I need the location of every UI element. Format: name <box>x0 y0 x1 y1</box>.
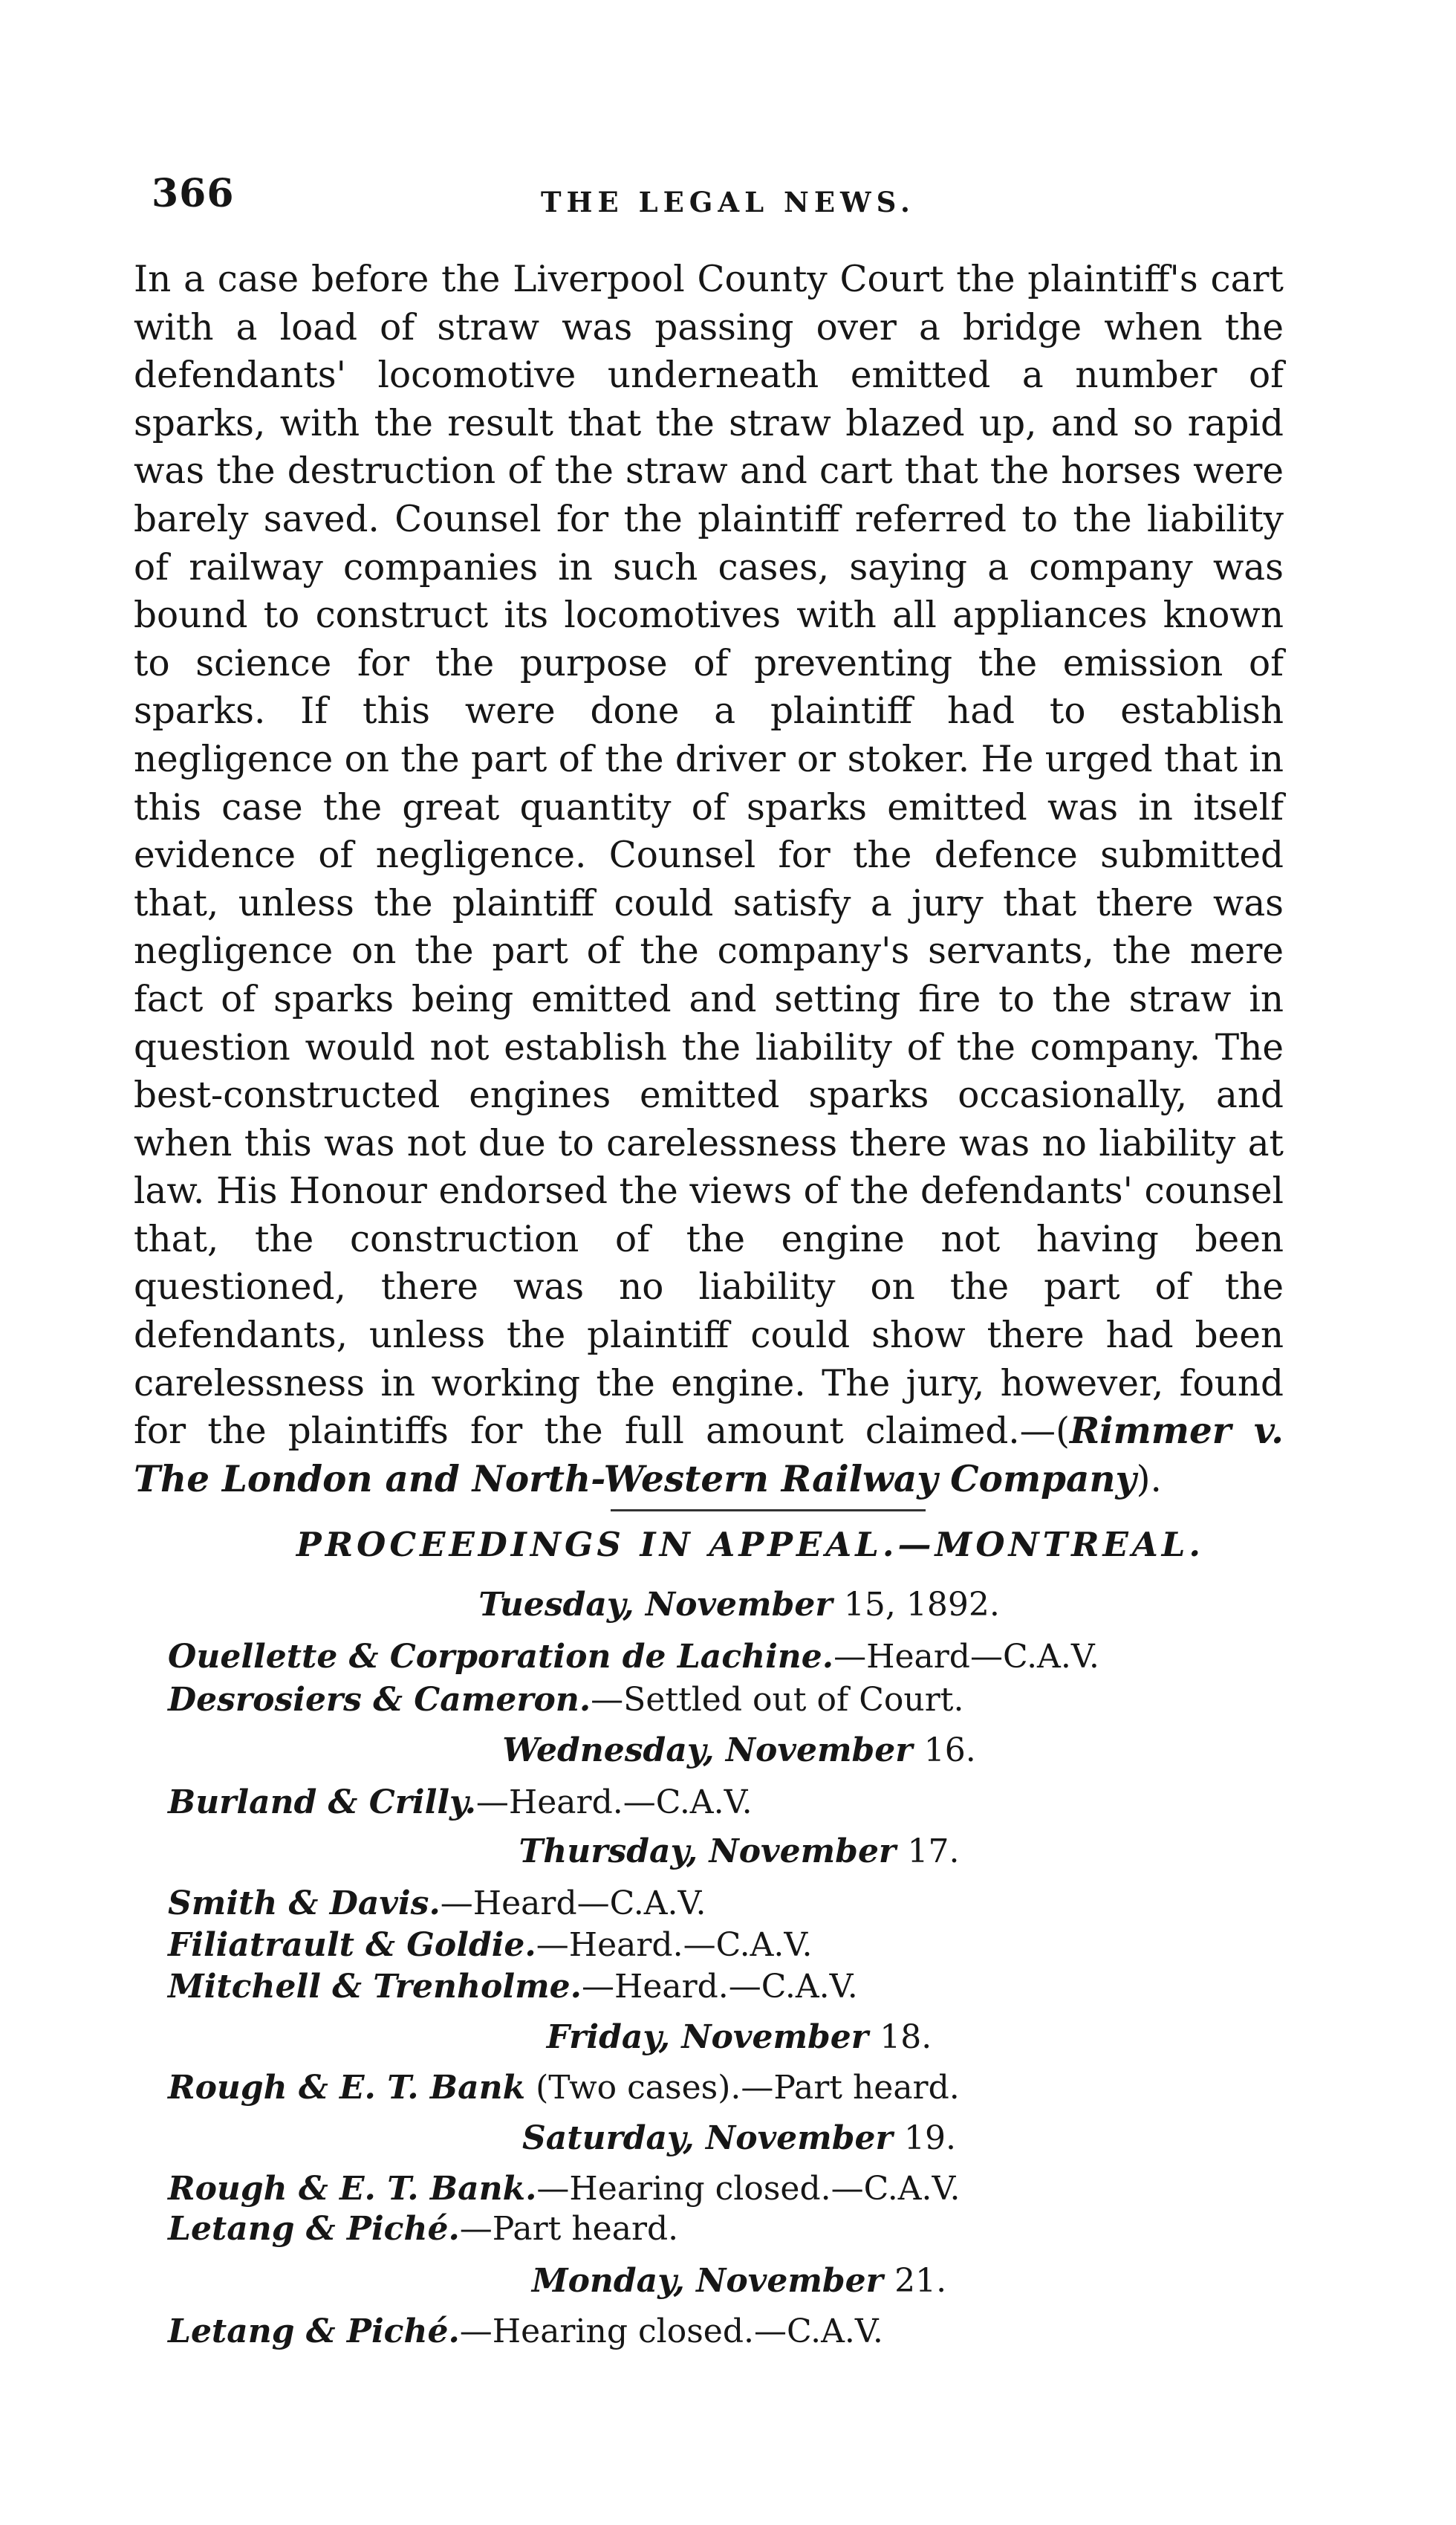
date-heading <box>0 2015 1456 2060</box>
article-end: ). <box>1136 1458 1162 1500</box>
case-entry <box>168 1678 963 1722</box>
case-result: —Hearing closed.—C.A.V. <box>459 2312 883 2350</box>
article-body: In a case before the Liverpool County Court the plaintiff's cart with a load of straw was passing over a bridge when the defendants' locomotive underneath emitted a number of sparks, with the result that the straw blazed up, and so rapid was the destruction of the straw and cart that the horses were barely saved. Counsel for the plaintiff referred to the liability of railway companies in such cases, saying a company was bound to construct its locomotives with all appliances known to science for the purpose of preventing the emission of sparks. If this were done a plaintiff had to establish negligence on the part of the driver or stoker. He urged that in this case the great quantity of sparks emitted was in itself evidence of negligence. Counsel for the defence submitted that, unless the plaintiff could satisfy a jury that there was negligence on the part of the company's servants, the mere fact of sparks being emitted and setting fire to the straw in question would not establish the liability of the company. The best-constructed engines emitted sparks occasionally, and when this was not due to carelessness there was no liability at law. His Honour endorsed the views of the defendants' counsel that, the construction of the engine not having been questioned, there was no liability on the part of the defendants, unless the plaintiff could show there had been carelessness in working the engine. The jury, however, found for the plaintiffs for the full amount claimed.—( <box>134 259 1284 1453</box>
date-day: Thursday, November <box>519 1832 897 1870</box>
case-name: Smith & Davis. <box>168 1884 441 1922</box>
date-heading <box>0 2259 1456 2304</box>
date-heading <box>0 1728 1456 1773</box>
journal-title: THE LEGAL NEWS. <box>541 186 915 218</box>
date-day: Saturday, November <box>522 2119 893 2157</box>
date-number: 17. <box>907 1832 960 1870</box>
case-name: Desrosiers & Cameron. <box>168 1681 591 1719</box>
running-head <box>0 171 1456 230</box>
case-name: Mitchell & Trenholme. <box>168 1968 582 2006</box>
case-name: Ouellette & Corporation de Lachine. <box>168 1638 834 1676</box>
date-number: 15, 1892. <box>843 1586 1000 1624</box>
date-number: 16. <box>923 1731 976 1769</box>
case-name: Filiatrault & Goldie. <box>168 1926 536 1964</box>
case-entry <box>168 1780 753 1825</box>
date-day: Wednesday, November <box>502 1731 913 1769</box>
case-entry <box>168 2310 883 2354</box>
date-day: Tuesday, November <box>478 1586 833 1624</box>
case-result: —Heard.—C.A.V. <box>536 1926 813 1964</box>
section-divider <box>611 1509 926 1511</box>
article-paragraph <box>134 256 1284 1503</box>
case-entry <box>168 2167 961 2211</box>
date-number: 19. <box>904 2119 956 2157</box>
case-citation: Rimmer v. The London and North-Western Railway Company <box>134 1410 1284 1500</box>
case-result: —Heard—C.A.V. <box>833 1638 1099 1676</box>
case-name: Rough & E. T. Bank <box>168 2069 526 2107</box>
case-entry <box>168 2066 960 2110</box>
case-entry <box>168 2207 678 2252</box>
case-entry <box>168 1965 858 2009</box>
case-result: —Heard—C.A.V. <box>440 1884 706 1922</box>
case-entry <box>168 1923 812 1968</box>
page-number: 366 <box>152 171 235 216</box>
date-day: Monday, November <box>531 2262 883 2300</box>
case-name: Letang & Piché. <box>168 2312 460 2350</box>
case-name: Letang & Piché. <box>168 2210 460 2248</box>
case-entry <box>168 1635 1099 1679</box>
case-result: —Heard.—C.A.V. <box>475 1783 753 1821</box>
date-number: 21. <box>894 2262 947 2300</box>
case-result: (Two cases).—Part heard. <box>525 2069 960 2107</box>
case-name: Rough & E. T. Bank. <box>168 2170 537 2208</box>
section-title: PROCEEDINGS IN APPEAL.—MONTREAL. <box>296 1525 1205 1564</box>
case-result: —Heard.—C.A.V. <box>581 1968 858 2006</box>
date-day: Friday, November <box>546 2018 868 2056</box>
case-result: —Part heard. <box>459 2210 679 2248</box>
case-result: —Hearing closed.—C.A.V. <box>536 2170 961 2208</box>
date-number: 18. <box>880 2018 932 2056</box>
date-heading <box>0 2116 1456 2161</box>
case-name: Burland & Crilly. <box>168 1783 476 1821</box>
case-entry <box>168 1881 706 1926</box>
date-heading <box>0 1583 1456 1627</box>
date-heading <box>0 1829 1456 1874</box>
case-result: —Settled out of Court. <box>591 1681 964 1719</box>
